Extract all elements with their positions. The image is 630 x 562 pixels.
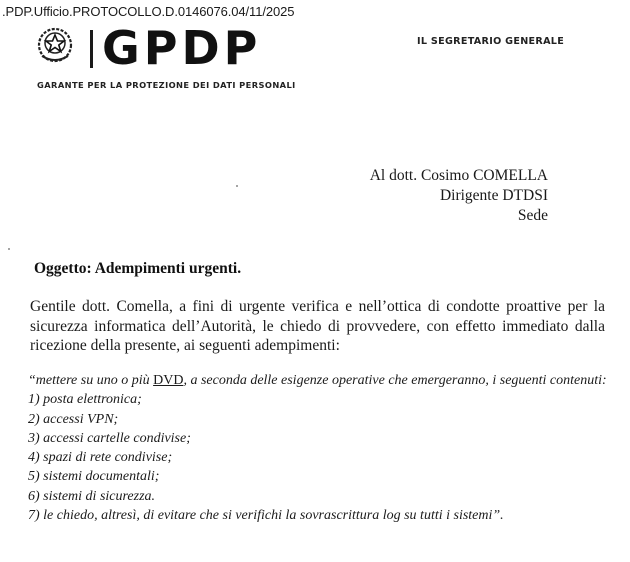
quote-intro-after: , a seconda delle esigenze operative che emergeranno, i seguenti contenuti: xyxy=(183,373,607,388)
list-item: 4) spazi di rete condivise; xyxy=(28,450,173,466)
list-item: 3) accessi cartelle condivise; xyxy=(28,430,191,446)
protocol-stamp: .PDP.Ufficio.PROTOCOLLO.D.0146076.04/11/2025 xyxy=(2,4,295,19)
subject-line: Oggetto: Adempimenti urgenti. xyxy=(34,260,242,277)
quote-intro-before: “mettere su uno o più xyxy=(28,373,154,388)
recipient-location: Sede xyxy=(517,207,548,224)
logo-subtitle: GARANTE PER LA PROTEZIONE DEI DATI PERSONALI xyxy=(37,80,296,90)
italian-republic-emblem-icon xyxy=(36,26,74,66)
list-item: 6) sistemi di sicurezza. xyxy=(28,488,156,504)
gpdp-logo: GPDP xyxy=(102,21,262,75)
list-item: 2) accessi VPN; xyxy=(28,411,119,427)
body-paragraph: Gentile dott. Comella, a fini di urgente verifica e nell’ottica di condotte proattive per la sicurezza informatica dell’Autorità, le chiedo di provvedere, con effetto immediato dalla ricezione della presente, ai seguenti adempimenti: xyxy=(30,298,605,354)
list-item: 1) posta elettronica; xyxy=(28,392,142,408)
list-item: 7) le chiedo, altresì, di evitare che si verifichi la sovrascrittura log su tutti i sistemi”. xyxy=(28,508,504,524)
quoted-instructions xyxy=(28,371,618,525)
scan-speck xyxy=(236,185,238,187)
list-item: 5) sistemi documentali; xyxy=(28,469,160,485)
logo-divider xyxy=(90,30,93,68)
recipient-block xyxy=(370,166,548,226)
recipient-title: Dirigente DTDSI xyxy=(439,187,548,204)
sender-role: IL SEGRETARIO GENERALE xyxy=(417,36,565,47)
recipient-name: Al dott. Cosimo COMELLA xyxy=(369,167,548,184)
scan-speck xyxy=(8,248,10,250)
quote-dvd: DVD xyxy=(153,373,184,388)
